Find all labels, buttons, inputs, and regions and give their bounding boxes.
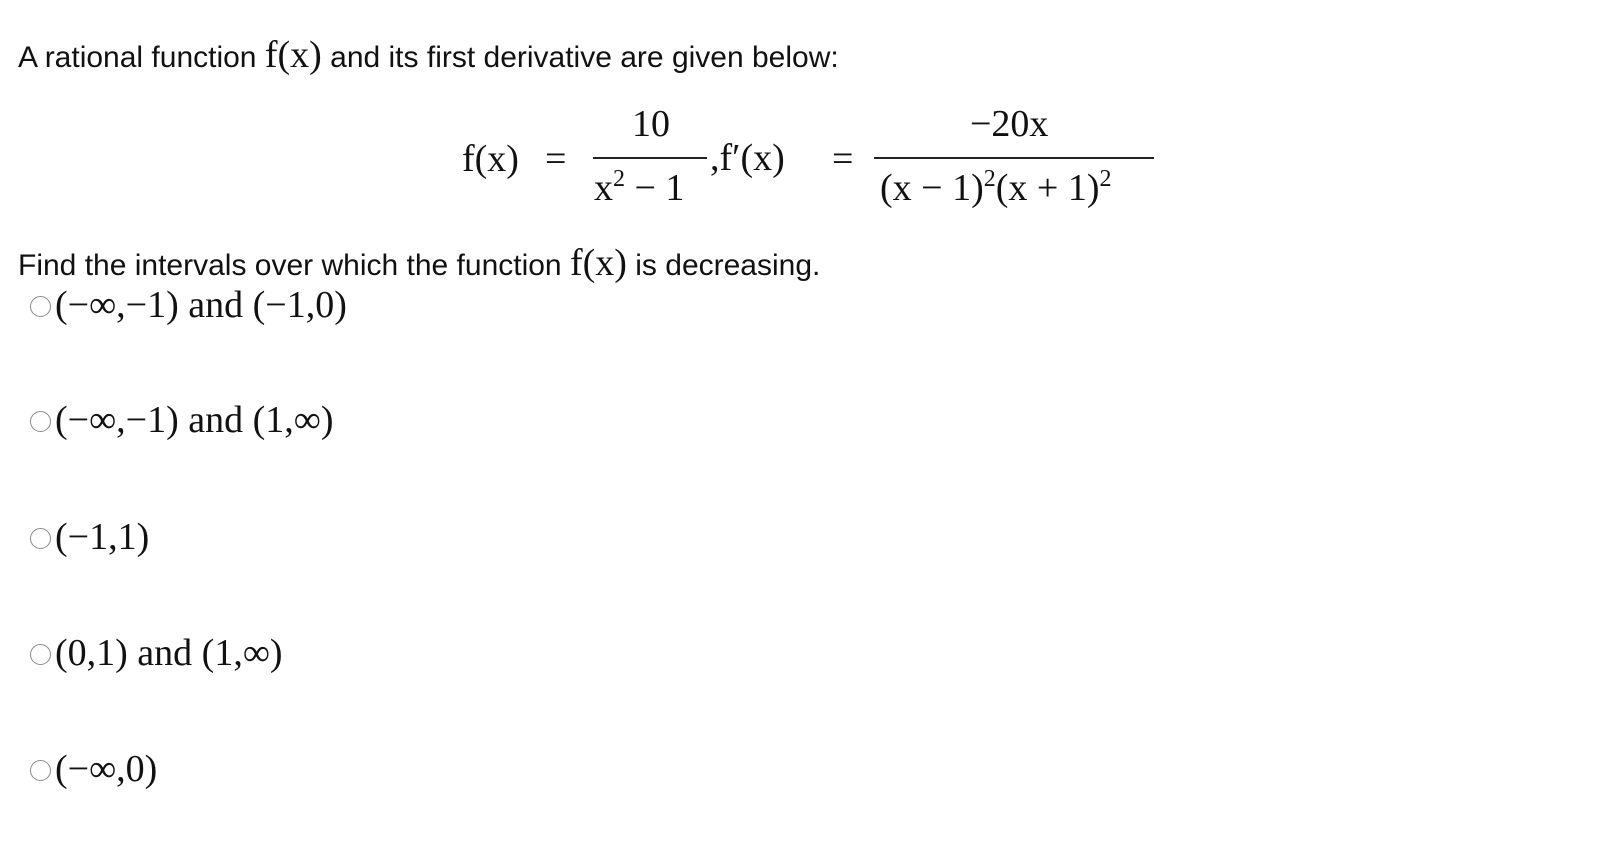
equals-sign-1: = [545, 138, 567, 180]
f-left-side: f(x) [462, 138, 519, 180]
radio-button[interactable] [30, 528, 51, 549]
answer-option-label: (−∞,0) [55, 748, 158, 790]
answer-option-2[interactable] [30, 401, 334, 439]
question-prefix: Find the intervals over which the function [18, 249, 570, 282]
answer-option-label: (0,1) and (1,∞) [55, 632, 283, 674]
f-den-base: x [594, 167, 613, 209]
radio-button[interactable] [30, 760, 51, 781]
answer-option-label: (−1,1) [55, 516, 150, 558]
fprime-den-part2: (x + 1) [995, 167, 1100, 209]
f-denominator [594, 167, 684, 207]
fprime-label: f′(x) [719, 137, 785, 179]
answer-option-1[interactable] [30, 286, 347, 324]
radio-button[interactable] [30, 411, 51, 432]
fprime-left-side [710, 139, 785, 177]
intro-text [18, 36, 839, 74]
f-den-rest: − 1 [625, 167, 685, 209]
answer-option-label: (−∞,−1) and (−1,0) [55, 284, 347, 326]
answer-option-label: (−∞,−1) and (1,∞) [55, 399, 334, 441]
fprime-fraction-bar [874, 157, 1154, 159]
fprime-numerator: −20x [970, 103, 1049, 145]
f-fraction-bar [593, 157, 707, 159]
f-den-exponent: 2 [613, 166, 625, 192]
question-function: f(x) [569, 242, 627, 284]
intro-prefix: A rational function [18, 41, 265, 74]
f-numerator: 10 [632, 103, 670, 145]
fprime-denominator [880, 167, 1112, 207]
answer-option-3[interactable] [30, 518, 149, 556]
question-suffix: is decreasing. [626, 249, 821, 282]
intro-function: f(x) [264, 34, 322, 76]
intro-suffix: and its first derivative are given below: [321, 41, 839, 74]
formula-comma: , [710, 137, 720, 179]
answer-option-4[interactable] [30, 634, 283, 672]
equals-sign-2: = [832, 138, 854, 180]
answer-option-5[interactable] [30, 750, 157, 788]
fprime-den-exp2: 2 [1099, 166, 1112, 192]
fprime-den-part1: (x − 1) [880, 167, 984, 209]
fprime-den-exp1: 2 [983, 166, 996, 192]
radio-button[interactable] [30, 644, 51, 665]
question-text [18, 244, 820, 282]
radio-button[interactable] [30, 296, 51, 317]
